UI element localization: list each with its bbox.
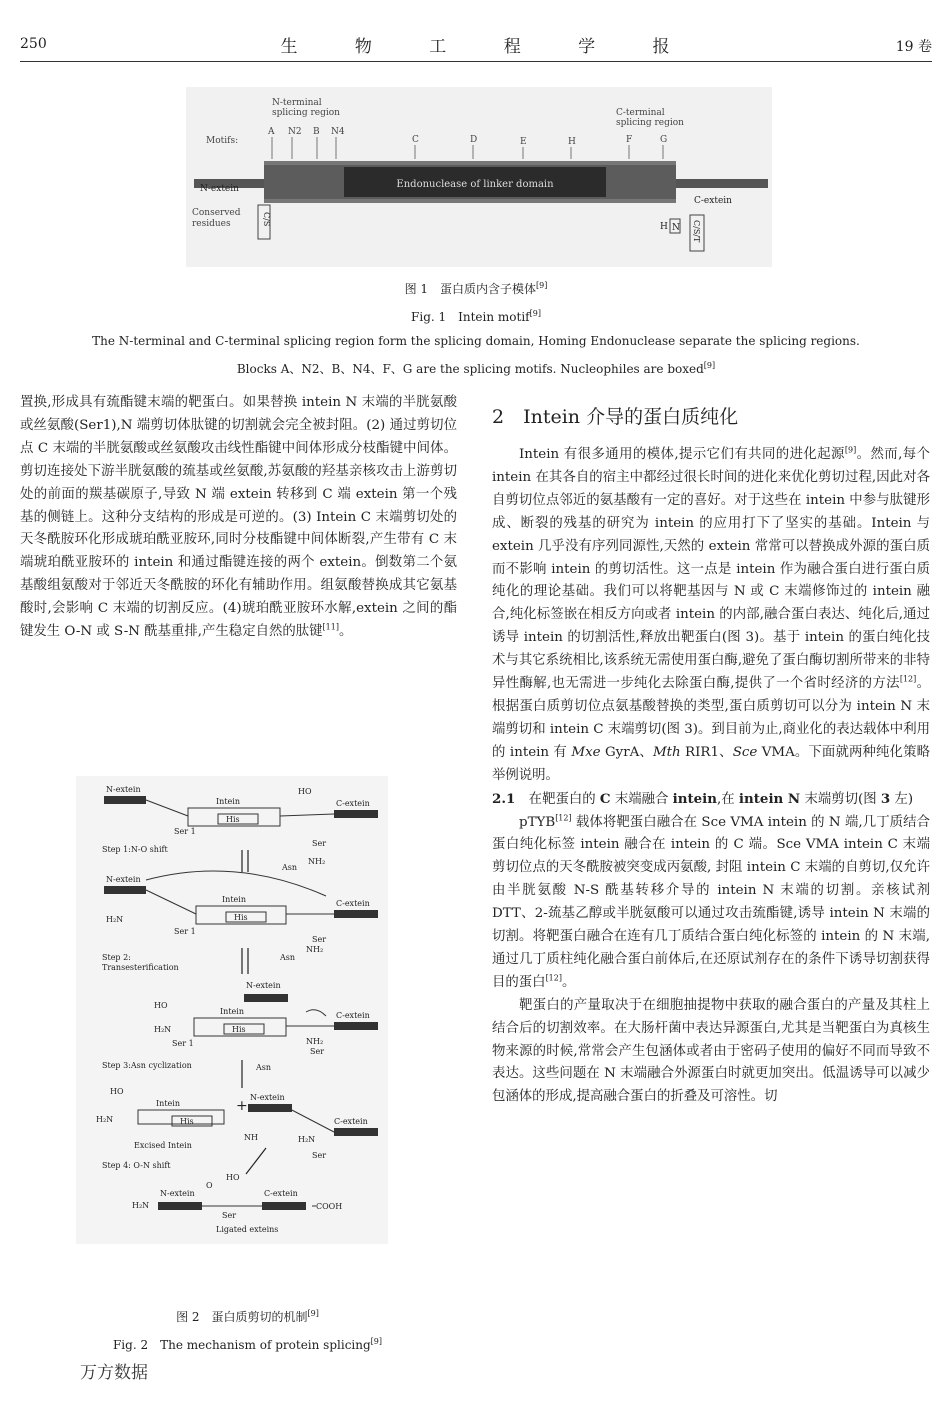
fig2-r1-asn: Asn <box>282 863 298 872</box>
fig2-caption-cn: 图 2 蛋白质剪切的机制[9] <box>176 1309 319 1324</box>
fig2-r2-h2n: H₂N <box>106 915 124 924</box>
motif-n2: N2 <box>288 127 302 137</box>
fig2-r2-n-extein: N-extein <box>106 875 141 884</box>
fig2-r4-ser: Ser <box>312 1151 327 1160</box>
fig2-r2-nh2: NH₂ <box>306 945 324 954</box>
fig2-step3: Step 3:Asn cyclization <box>102 1061 192 1070</box>
fig2-r1-ser1: Ser 1 <box>174 827 196 836</box>
fig2-r4-his: His <box>180 1117 194 1126</box>
fig1-caption-desc1: The N-terminal and C-terminal splicing region form the splicing domain, Homing Endonuclease separate the splicing regions. <box>92 334 860 348</box>
fig2-step4: Step 4: O-N shift <box>102 1161 171 1170</box>
fig2-r4-ho: HO <box>110 1087 124 1096</box>
fig2-r1-nh2: NH₂ <box>308 857 326 866</box>
motif-e: E <box>520 137 527 147</box>
header-rule <box>20 61 932 62</box>
left-column-text: 置换,形成具有巯酯键末端的靶蛋白。如果替换 intein N 末端的半胱氨酸或丝氨酸(Ser1),N 端剪切体肽键的切割就会完全被封阻。(2) 通过剪切位点 C 末端的半胱氨酸或丝氨酸攻击线性酯键中间体形成分枝酯键中间体。剪切连接处下游半胱氨酸的巯基或丝氨酸,苏氨酸的羟基亲核攻击上游剪切处的前面的羰基碳原子,导致 N 端 extein 转移到 C 端 extein 第一个残基的侧链上。这种分支结构的形成是可逆的。(3) Intein C 末端剪切处的天冬酰胺环化形成琥珀酰亚胺环,同时分枝酯键中间体断裂,产生带有 C 末端琥珀酰亚胺环的 intein 和通过酯键连接的两个 extein。倒数第二个氨基酸组氨酸对于邻近天冬酰胺的环化有辅助作用。组氨酸替换成其它氨基酸时,会影响 C 末端的切割反应。(4)琥珀酰亚胺环水解,extein 之间的酯键发生 O-N 或 S-N 酰基重排,产生稳定自然的肽键[11]。 <box>20 395 457 640</box>
fig2-r5-ho: HO <box>226 1173 240 1182</box>
fig1-conserved-1: Conserved <box>192 208 241 218</box>
fig2-r5-n-extein: N-extein <box>160 1189 195 1198</box>
fig2-r4-nh: NH <box>244 1133 258 1142</box>
fig1-caption-cn: 图 1 蛋白质内含子模体[9] <box>404 281 548 296</box>
paragraph-2: pTYB[12] 载体将靶蛋白融合在 Sce VMA intein 的 N 端,几丁质结合蛋白纯化标签 intein 融合在 intein 的 C 端。Sce VMA intein C 末端剪切位点的天冬酰胺被突变成丙氨酸, 封阻 intein C 末端的自剪切,仅允许由半胱氨酸 N-S 酰基转移介导的 intein N 末端的切割。亲核试剂 DTT、2-巯基乙醇或半胱氨酸可以通过攻击巯酯键,诱导 intein N 末端的切割。将靶蛋白融合在连有几丁质结合蛋白纯化标签的 intein 的 N 末端,通过几丁质柱纯化融合蛋白前体后,在还原试剂存在的条件下诱导切割获得目的蛋白[12]。 <box>492 813 930 990</box>
fig2-r1-ho: HO <box>298 787 312 796</box>
fig2-r3-his: His <box>232 1025 246 1034</box>
right-column-text <box>492 444 930 1109</box>
fig1-res-cst: C/S/T <box>692 220 701 243</box>
motif-h: H <box>568 137 576 147</box>
figure1-intein-motif <box>186 87 772 267</box>
fig1-caption-en: Fig. 1 Intein motif[9] <box>411 309 541 324</box>
fig2-caption-en: Fig. 2 The mechanism of protein splicing[9] <box>112 1337 383 1352</box>
fig2-r5-c-extein: C-extein <box>264 1189 298 1198</box>
fig1-endonuclease: Endonuclease of linker domain <box>396 179 554 190</box>
volume-label: 19 卷 <box>895 39 932 55</box>
fig2-r4-n-extein: N-extein <box>250 1093 285 1102</box>
fig2-excised: Excised Intein <box>134 1141 192 1150</box>
fig1-n-splice-1: N-terminal <box>272 98 322 108</box>
fig2-r1-intein: Intein <box>216 797 240 806</box>
fig2-r3-nh2: NH₂ <box>306 1037 324 1046</box>
fig2-r2-c-extein: C-extein <box>336 899 370 908</box>
fig2-r1-n-extein: N-extein <box>106 785 141 794</box>
fig1-caption-desc2: Blocks A、N2、B、N4、F、G are the splicing motifs. Nucleophiles are boxed[9] <box>236 361 716 376</box>
motif-a: A <box>268 127 275 137</box>
fig2-r2-asn: Asn <box>280 953 296 962</box>
fig2-r3-ser: Ser <box>310 1047 325 1056</box>
fig2-step1: Step 1:N-O shift <box>102 845 168 854</box>
section-title-block <box>492 402 932 429</box>
fig2-r3-h2n: H₂N <box>154 1025 172 1034</box>
fig2-r1-ser: Ser <box>312 839 327 848</box>
fig1-res-n: N <box>672 223 680 233</box>
fig1-c-splice-1: C-terminal <box>616 108 665 118</box>
fig2-cooh: COOH <box>316 1202 343 1211</box>
fig2-r3-intein: Intein <box>220 1007 244 1016</box>
fig2-r2-ser: Ser <box>312 935 327 944</box>
fig2-r1-c-extein: C-extein <box>336 799 370 808</box>
fig2-r3-ser1: Ser 1 <box>172 1039 194 1048</box>
fig2-r4-h2n-b: H₂N <box>298 1135 316 1144</box>
figure2-splicing-mechanism <box>76 776 388 1244</box>
fig1-motifs-label: Motifs: <box>206 136 239 146</box>
paragraph-3: 靶蛋白的产量取决于在细胞抽提物中获取的融合蛋白的产量及其柱上结合后的切割效率。在大肠杆菌中表达异源蛋白,尤其是当靶蛋白为真核生物来源的时候,常常会产生包涵体或者由于密码子使用的偏好不同而导致不表达。这些问题在 N 末端融合外源蛋白时就更加突出。低温诱导可以减少包涵体的形成,提高融合蛋白的折叠及可溶性。切 <box>492 997 930 1105</box>
page-number: 250 <box>20 36 47 52</box>
motif-b: B <box>313 127 320 137</box>
fig2-r1-his: His <box>226 815 240 824</box>
fig2-r4-c-extein: C-extein <box>334 1117 368 1126</box>
section-title: 2 Intein 介导的蛋白质纯化 <box>492 406 739 428</box>
fig2-r4-intein: Intein <box>156 1099 180 1108</box>
fig2-r2-intein: Intein <box>222 895 246 904</box>
fig2-r3-c-extein: C-extein <box>336 1011 370 1020</box>
fig2-r5-o: O <box>206 1181 213 1190</box>
fig2-step2-1: Step 2: <box>102 953 131 962</box>
subsection-title: 2.1 在靶蛋白的 C 末端融合 intein,在 intein N 末端剪切(图 3 左) <box>492 790 914 807</box>
fig2-r4-h2n: H₂N <box>96 1115 114 1124</box>
fig2-plus: + <box>236 1098 248 1114</box>
watermark: 万方数据 <box>80 1363 148 1383</box>
fig1-res-left: C/S <box>262 212 271 227</box>
journal-title: 生 物 工 程 学 报 <box>280 37 696 57</box>
fig1-n-extein: N-extein <box>200 184 239 194</box>
motif-n4: N4 <box>331 127 345 137</box>
fig2-r5-ser: Ser <box>222 1211 237 1220</box>
fig2-r3-n-extein: N-extein <box>246 981 281 990</box>
fig1-c-extein: C-extein <box>694 196 732 206</box>
fig2-r3-ho: HO <box>154 1001 168 1010</box>
motif-c: C <box>412 135 419 145</box>
fig1-n-splice-2: splicing region <box>272 108 340 118</box>
fig2-ligated: Ligated exteins <box>216 1225 279 1234</box>
fig1-conserved-2: residues <box>192 219 231 229</box>
fig2-step2-2: Transesterification <box>102 963 179 972</box>
motif-g: G <box>660 135 668 145</box>
motif-d: D <box>470 135 478 145</box>
fig2-r5-h2n: H₂N <box>132 1201 150 1210</box>
fig2-r2-his: His <box>234 913 248 922</box>
fig1-c-splice-2: splicing region <box>616 118 684 128</box>
motif-f: F <box>626 135 633 145</box>
fig2-r3-asn: Asn <box>256 1063 272 1072</box>
paragraph-1: Intein 有很多通用的模体,提示它们有共同的进化起源[9]。然而,每个 intein 在其各自的宿主中都经过很长时间的进化来优化剪切过程,因此对各自剪切位点邻近的氨基酸有一定的喜好。对于这些在 intein 中参与肽键形成、断裂的残基的研究为 intein 的应用打下了坚实的基础。Intein 与 extein 几乎没有序列同源性,天然的 extein 常常可以替换成外源的蛋白质而不影响 intein 的剪切活性。这一点是 intein 作为融合蛋白进行蛋白质纯化的理论基础。我们可以将靶基因与 N 或 C 末端修饰过的 intein 融合,纯化标签嵌在相反方向或者 intein 的内部,融合蛋白表达、纯化后,通过诱导 intein 的切割活性,释放出靶蛋白(图 3)。基于 intein 的蛋白纯化技术与其它系统相比,该系统无需使用蛋白酶,避免了蛋白酶切割所带来的非特异性酶解,也无需进一步纯化去除蛋白酶,提供了一个省时经济的方法[12]。根据蛋白质剪切位点氨基酸替换的类型,蛋白质剪切可以分为 intein N 末端剪切和 intein C 末端剪切(图 3)。到目前为止,商业化的表达载体中利用的 intein 有 Mxe GyrA、Mth RIR1、Sce VMA。下面就两种纯化策略举例说明。 <box>492 445 931 783</box>
fig1-res-h: H <box>660 222 668 232</box>
fig2-r2-ser1: Ser 1 <box>174 927 196 936</box>
